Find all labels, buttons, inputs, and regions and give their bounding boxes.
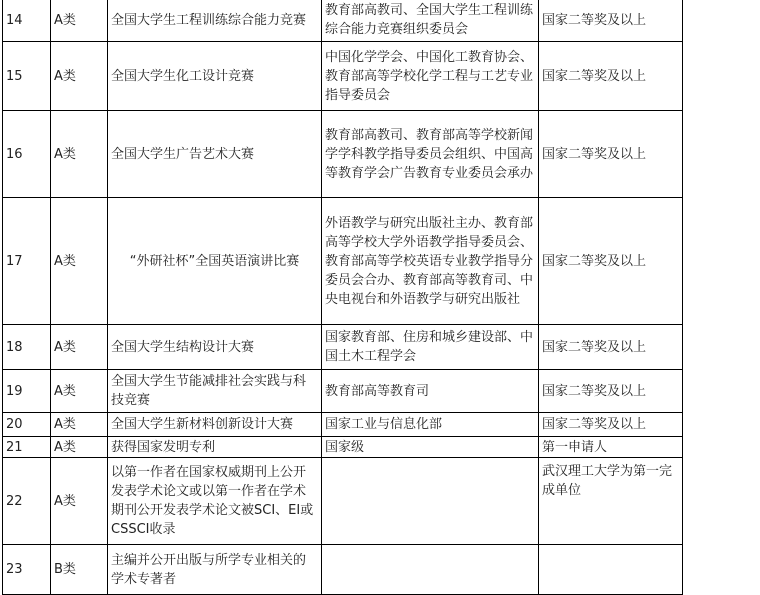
row-competition: 获得国家发明专利: [108, 437, 322, 458]
table-row: [3, 370, 683, 413]
row-category: B类: [51, 545, 108, 595]
row-competition: 主编并公开出版与所学专业相关的学术专著者: [108, 545, 322, 595]
row-category: A类: [51, 370, 108, 413]
row-level: 国家二等奖及以上: [539, 370, 683, 413]
row-organizer: 外语教学与研究出版社主办、教育部高等学校大学外语教学指导委员会、教育部高等学校英语专业教学指导分委员会合办、教育部高等教育司、中央电视台和外语教学与研究出版社: [322, 198, 539, 325]
row-organizer: [322, 545, 539, 595]
row-number: 21: [3, 437, 51, 458]
row-number: 20: [3, 413, 51, 437]
row-number: 16: [3, 111, 51, 198]
table-row: [3, 437, 683, 458]
table-row: [3, 458, 683, 545]
award-table: [2, 0, 683, 595]
row-category: A类: [51, 42, 108, 111]
table-row: [3, 111, 683, 198]
table-row: [3, 413, 683, 437]
row-competition: 全国大学生节能减排社会实践与科技竞赛: [108, 370, 322, 413]
table-row: [3, 545, 683, 595]
row-level: 国家二等奖及以上: [539, 0, 683, 42]
table-row: [3, 0, 683, 42]
row-level: [539, 545, 683, 595]
row-competition: 全国大学生结构设计大赛: [108, 325, 322, 370]
row-number: 23: [3, 545, 51, 595]
row-number: 15: [3, 42, 51, 111]
row-level: 国家二等奖及以上: [539, 198, 683, 325]
row-level: 国家二等奖及以上: [539, 325, 683, 370]
row-competition: 全国大学生化工设计竞赛: [108, 42, 322, 111]
row-level: 第一申请人: [539, 437, 683, 458]
row-competition: 全国大学生新材料创新设计大赛: [108, 413, 322, 437]
row-competition: 全国大学生广告艺术大赛: [108, 111, 322, 198]
row-competition: 全国大学生工程训练综合能力竞赛: [108, 0, 322, 42]
table-row: [3, 325, 683, 370]
row-category: A类: [51, 458, 108, 545]
row-competition: 以第一作者在国家权威期刊上公开发表学术论文或以第一作者在学术期刊公开发表学术论文被SCI、EI或CSSCI收录: [108, 458, 322, 545]
row-category: A类: [51, 437, 108, 458]
row-category: A类: [51, 413, 108, 437]
row-number: 18: [3, 325, 51, 370]
row-category: A类: [51, 111, 108, 198]
row-category: A类: [51, 198, 108, 325]
row-number: 17: [3, 198, 51, 325]
row-number: 14: [3, 0, 51, 42]
row-organizer: 国家教育部、住房和城乡建设部、中国土木工程学会: [322, 325, 539, 370]
table-row: [3, 198, 683, 325]
row-level: 国家二等奖及以上: [539, 413, 683, 437]
row-number: 22: [3, 458, 51, 545]
table-row: [3, 42, 683, 111]
row-organizer: 教育部高教司、全国大学生工程训练综合能力竞赛组织委员会: [322, 0, 539, 42]
row-organizer: 国家工业与信息化部: [322, 413, 539, 437]
row-organizer: 中国化学学会、中国化工教育协会、教育部高等学校化学工程与工艺专业指导委员会: [322, 42, 539, 111]
row-organizer: 教育部高教司、教育部高等学校新闻学学科教学指导委员会组织、中国高等教育学会广告教育专业委员会承办: [322, 111, 539, 198]
row-organizer: [322, 458, 539, 545]
row-level: 国家二等奖及以上: [539, 42, 683, 111]
row-competition: “外研社杯”全国英语演讲比赛: [108, 198, 322, 325]
row-organizer: 国家级: [322, 437, 539, 458]
row-category: A类: [51, 0, 108, 42]
row-category: A类: [51, 325, 108, 370]
row-level: 武汉理工大学为第一完成单位: [539, 458, 683, 545]
row-number: 19: [3, 370, 51, 413]
row-level: 国家二等奖及以上: [539, 111, 683, 198]
row-organizer: 教育部高等教育司: [322, 370, 539, 413]
